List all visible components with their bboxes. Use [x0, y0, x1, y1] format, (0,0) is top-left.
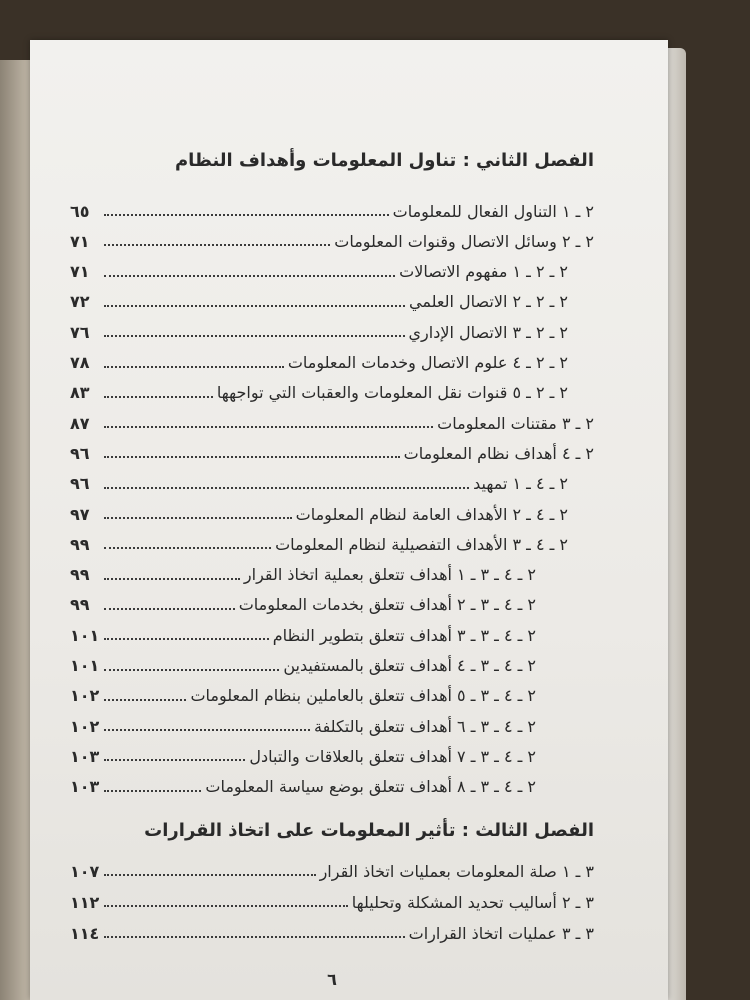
toc-entry — [70, 713, 594, 739]
toc-entry-number: ٢ ـ ٤ ـ ٣ ـ ٢ — [451, 595, 536, 615]
toc-entry-page: ٩٩ — [70, 534, 90, 554]
toc-entry — [70, 653, 594, 679]
toc-entry-number: ٢ ـ ٣ — [556, 413, 594, 433]
toc-entry-page: ١٠٧ — [70, 861, 100, 881]
toc-entry-title: أهداف تتعلق بتطوير النظام — [272, 625, 452, 645]
toc-entry-number: ٢ ـ ٤ ـ ٣ ـ ٨ — [451, 777, 536, 797]
toc-entry-number: ٢ ـ ٤ ـ ٢ — [507, 504, 568, 524]
chapter-3-heading: الفصل الثالث : تأثير المعلومات على اتخاذ القرارات — [144, 820, 594, 841]
toc-entry-page: ١٠٣ — [70, 746, 100, 766]
toc-entry — [70, 380, 594, 406]
toc-entry — [70, 683, 594, 709]
toc-entry-title: أهداف تتعلق بالعلاقات والتبادل — [249, 746, 452, 766]
toc-entry-page: ٨٧ — [70, 413, 90, 433]
toc-entry-title: وسائل الاتصال وقنوات المعلومات — [334, 231, 557, 251]
toc-entry-title: أهداف نظام المعلومات — [403, 443, 557, 463]
toc-entry-page: ٧١ — [70, 231, 90, 251]
toc-entry-number: ٢ ـ ٤ ـ ٣ ـ ٧ — [451, 746, 536, 766]
toc-entry-title: الأهداف العامة لنظام المعلومات — [295, 504, 508, 524]
toc-entry-number: ٢ ـ ٢ ـ ١ — [507, 262, 568, 282]
toc-entry-number: ٢ ـ ٤ ـ ٣ — [507, 534, 568, 554]
toc-entry-page: ١٠١ — [70, 656, 100, 675]
toc-entry-title: أهداف تتعلق بوضع سياسة المعلومات — [205, 777, 452, 797]
toc-entry-title: أهداف تتعلق بعملية اتخاذ القرار — [243, 565, 452, 585]
dot-leader — [104, 905, 348, 907]
dot-leader — [104, 669, 279, 671]
toc-entry-title: الاتصال العلمي — [409, 292, 508, 312]
toc-entry-page: ١٠٢ — [70, 686, 100, 706]
toc-entry — [70, 289, 594, 315]
toc-entry — [70, 259, 594, 285]
toc-entry — [70, 471, 594, 497]
toc-entry-title: قنوات نقل المعلومات والعقبات التي تواجهها — [216, 383, 508, 403]
toc-entry-number: ٣ ـ ٣ — [556, 923, 594, 943]
dot-leader — [104, 874, 316, 876]
toc-entry-page: ٨٣ — [70, 383, 90, 403]
dot-leader — [104, 396, 213, 398]
toc-entry-page: ٩٩ — [70, 565, 90, 585]
toc-entry — [70, 858, 594, 884]
toc-entry-title: صلة المعلومات بعمليات اتخاذ القرار — [319, 861, 557, 881]
toc-entry-number: ٢ ـ ٤ ـ ٣ ـ ١ — [451, 565, 536, 585]
toc-entry — [70, 562, 594, 588]
toc-entry-page: ٧٦ — [70, 322, 90, 342]
toc-entry-page: ٩٦ — [70, 474, 90, 494]
toc-entry-number: ٢ ـ ٢ ـ ٤ — [507, 353, 568, 372]
toc-entry-title: أساليب تحديد المشكلة وتحليلها — [351, 892, 557, 912]
toc-entry-number: ٣ ـ ١ — [556, 861, 594, 881]
toc-entry — [70, 531, 594, 557]
dot-leader — [104, 275, 395, 277]
toc-entry-page: ١١٢ — [70, 892, 100, 912]
toc-entry-title: تمهيد — [473, 474, 508, 494]
toc-entry-title: مقتنات المعلومات — [437, 413, 557, 433]
dot-leader — [104, 699, 186, 701]
toc-entry-number: ٢ ـ ١ — [556, 201, 594, 221]
toc-entry — [70, 622, 594, 648]
dot-leader — [104, 517, 292, 519]
dot-leader — [104, 244, 330, 246]
toc-entry-number: ٢ ـ ٤ ـ ٣ ـ ٦ — [451, 716, 536, 736]
toc-entry-page: ٧٨ — [70, 353, 90, 372]
toc-entry-title: علوم الاتصال وخدمات المعلومات — [287, 353, 508, 372]
toc-entry-title: أهداف تتعلق بالمستفيدين — [283, 656, 452, 675]
toc-entry-number: ٢ ـ ٤ ـ ٣ ـ ٥ — [451, 686, 536, 706]
dot-leader — [104, 487, 469, 489]
toc-entry — [70, 440, 594, 466]
dot-leader — [104, 729, 310, 731]
toc-entry-title: مفهوم الاتصالات — [399, 262, 508, 282]
toc-entry — [70, 410, 594, 436]
toc-entry-number: ٢ ـ ٢ — [556, 231, 594, 251]
toc-entry-title: التناول الفعال للمعلومات — [392, 201, 557, 221]
toc-entry — [70, 198, 594, 224]
dot-leader — [104, 608, 235, 610]
toc-entry-number: ٢ ـ ٢ ـ ٣ — [507, 322, 568, 342]
toc-entry-page: ٩٩ — [70, 595, 90, 615]
toc-entry-title: أهداف تتعلق بالعاملين بنظام المعلومات — [190, 686, 452, 706]
page-number: ٦ — [327, 970, 337, 989]
toc-content — [70, 40, 594, 1000]
toc-entry — [70, 592, 594, 618]
dot-leader — [104, 366, 284, 368]
toc-entry-page: ٧٢ — [70, 292, 90, 312]
toc-entry-number: ٢ ـ ٢ ـ ٥ — [507, 383, 568, 403]
toc-entry — [70, 319, 594, 345]
toc-entry-title: الاتصال الإداري — [408, 322, 508, 342]
dot-leader — [104, 936, 405, 938]
dot-leader — [104, 759, 245, 761]
background-left-edge — [0, 60, 34, 1000]
toc-entry-page: ١١٤ — [70, 923, 100, 943]
toc-entry — [70, 743, 594, 769]
toc-entry-title: أهداف تتعلق بخدمات المعلومات — [238, 595, 452, 615]
toc-entry-page: ٩٧ — [70, 504, 90, 524]
toc-entry-page: ١٠١ — [70, 625, 100, 645]
dot-leader — [104, 547, 271, 549]
dot-leader — [104, 456, 400, 458]
toc-entry-number: ٢ ـ ٤ ـ ١ — [507, 474, 568, 494]
toc-entry-page: ١٠٣ — [70, 777, 100, 797]
toc-entry-number: ٢ ـ ٤ ـ ٣ ـ ٣ — [451, 625, 536, 645]
toc-entry-page: ٧١ — [70, 262, 90, 282]
toc-entry — [70, 889, 594, 915]
dot-leader — [104, 578, 240, 580]
toc-entry-title: الأهداف التفصيلية لنظام المعلومات — [275, 534, 508, 554]
toc-entry-page: ٩٦ — [70, 443, 90, 463]
toc-entry-number: ٣ ـ ٢ — [556, 892, 594, 912]
toc-entry-number: ٢ ـ ٤ — [556, 443, 594, 463]
toc-entry — [70, 350, 594, 376]
dot-leader — [104, 790, 201, 792]
toc-entry-page: ٦٥ — [70, 201, 90, 221]
toc-entry — [70, 228, 594, 254]
book-page — [30, 40, 668, 1000]
dot-leader — [104, 638, 269, 640]
dot-leader — [104, 214, 389, 216]
dot-leader — [104, 305, 405, 307]
toc-entry-number: ٢ ـ ٤ ـ ٣ ـ ٤ — [451, 656, 536, 675]
toc-entry — [70, 774, 594, 800]
chapter-2-heading: الفصل الثاني : تناول المعلومات وأهداف النظام — [174, 150, 594, 171]
dot-leader — [104, 335, 405, 337]
toc-entry-number: ٢ ـ ٢ ـ ٢ — [507, 292, 568, 312]
toc-entry-title: أهداف تتعلق بالتكلفة — [313, 716, 452, 736]
toc-entry-title: عمليات اتخاذ القرارات — [408, 923, 557, 943]
dot-leader — [104, 426, 433, 428]
toc-entry-page: ١٠٢ — [70, 716, 100, 736]
toc-entry — [70, 501, 594, 527]
toc-entry — [70, 920, 594, 946]
